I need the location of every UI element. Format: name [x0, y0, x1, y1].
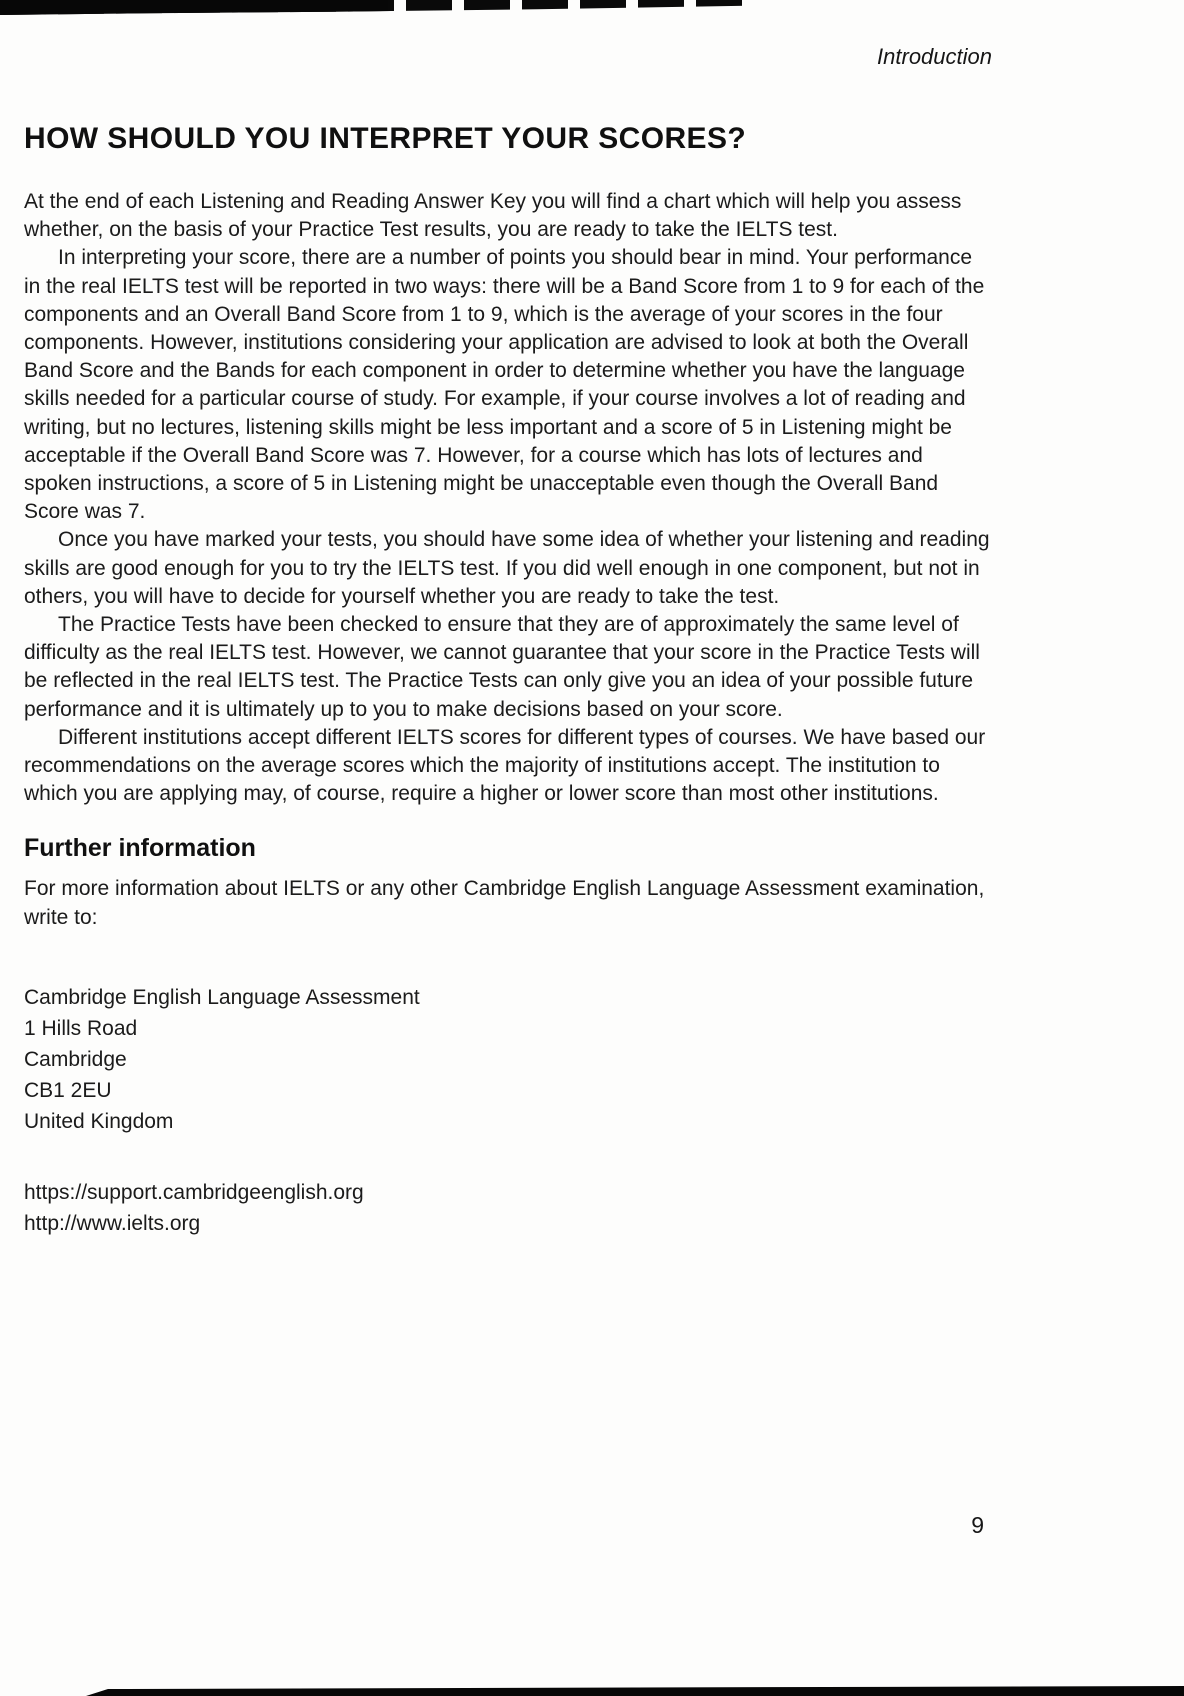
further-information-intro: For more information about IELTS or any other Cambridge English Language Assessment examination, write to:: [24, 877, 985, 929]
address-block: [24, 982, 992, 1137]
running-header: Introduction: [877, 44, 992, 69]
address-line-postcode: CB1 2EU: [24, 1078, 112, 1102]
page-title: HOW SHOULD YOU INTERPRET YOUR SCORES?: [24, 122, 747, 155]
paragraph-2: In interpreting your score, there are a number of points you should bear in mind. Your performance in the real IELTS test will be reported in two ways: there will be a Band Score from 1 to 9 for each of the components and an Overall Band Score from 1 to 9, which is the average of your scores in the four components. However, institutions considering your application are advised to look at both the Overall Band Score and the Bands for each component in order to determine whether you have the language skills needed for a particular course of study. For example, if your course involves a lot of reading and writing, but no lectures, listening skills might be less important and a score of 5 in Listening might be acceptable if the Overall Band Score was 7. However, for a course which has lots of lectures and spoken instructions, a score of 5 in Listening might be unacceptable even though the Overall Band Score was 7.: [24, 246, 985, 524]
further-information-heading: Further information: [24, 834, 256, 863]
paragraph-1: At the end of each Listening and Reading Answer Key you will find a chart which will help you assess whether, on the basis of your Practice Test results, you are ready to take the IELTS test.: [24, 190, 962, 242]
page-number: 9: [971, 1512, 984, 1538]
scan-artifact-bottom: [86, 1686, 1184, 1696]
paragraph-4: The Practice Tests have been checked to ensure that they are of approximately the same level of difficulty as the real IELTS test. However, we cannot guarantee that your score in the Practice Tests will be reflected in the real IELTS test. The Practice Tests can only give you an idea of your possible future performance and it is ultimately up to you to make decisions based on your score.: [24, 613, 980, 721]
ielts-url: http://www.ielts.org: [24, 1211, 201, 1235]
address-line-city: Cambridge: [24, 1047, 127, 1071]
support-url: https://support.cambridgeenglish.org: [24, 1180, 364, 1204]
paragraph-3: Once you have marked your tests, you should have some idea of whether your listening and reading skills are good enough for you to try the IELTS test. If you did well enough in one component, but not in others, you will have to decide for yourself whether you are ready to take the test.: [24, 528, 990, 608]
paragraph-5: Different institutions accept different IELTS scores for different types of courses. We have based our recommendations on the average scores which the majority of institutions accept. The institution to which you are applying may, of course, require a higher or lower score than most other institutions.: [24, 725, 986, 806]
address-line-country: United Kingdom: [24, 1109, 174, 1133]
address-line-street: 1 Hills Road: [24, 1016, 138, 1040]
links-block: [24, 1177, 992, 1239]
address-line-organisation: Cambridge English Language Assessment: [24, 985, 420, 1009]
